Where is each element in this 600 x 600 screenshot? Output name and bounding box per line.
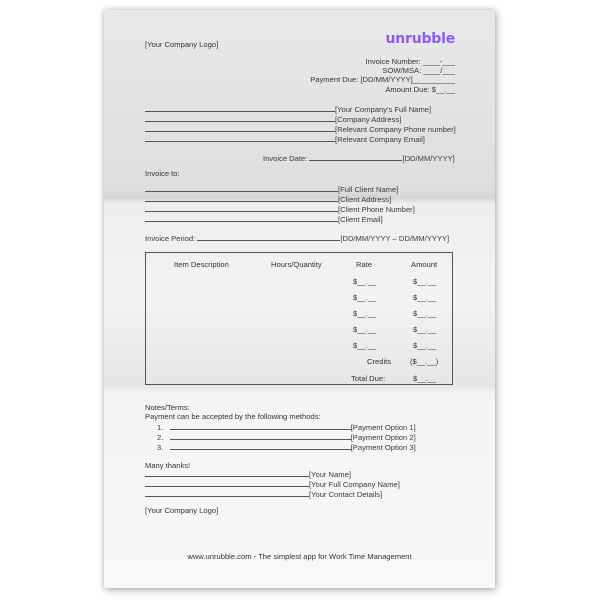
payment-due: Payment Due: [DD/MM/YYYY]__________: [310, 75, 455, 84]
your-name: [Your Name]: [309, 470, 351, 479]
rate-cell: $__.__: [353, 341, 377, 350]
header-hours-quantity: Hours/Quantity: [271, 260, 322, 269]
amount-cell: $__.__: [413, 341, 437, 350]
notes-intro: Payment can be accepted by the following methods:: [145, 412, 321, 421]
company-email-row: [145, 134, 425, 144]
amount-cell: $__.__: [413, 293, 437, 302]
payment-option-row: [157, 432, 416, 442]
payment-option-label: [Payment Option 1]: [350, 423, 416, 432]
header-item-description: Item Description: [174, 260, 229, 269]
thanks-text: Many thanks!: [145, 461, 191, 470]
header-rate: Rate: [356, 260, 373, 269]
credits-label: Credits: [367, 357, 392, 366]
your-contact-details: [Your Contact Details]: [309, 490, 383, 499]
credits-value: ($__.__): [410, 357, 439, 366]
company-phone-row: [145, 124, 456, 134]
total-due-value: $__.__: [413, 374, 437, 383]
your-company-name: [Your Full Company Name]: [309, 480, 400, 489]
your-name-row: [145, 469, 351, 479]
invoice-date-label: Invoice Date:: [263, 154, 308, 163]
amount-due: Amount Due: $__.__: [385, 85, 455, 94]
company-phone: [Relevant Company Phone number]: [335, 125, 456, 134]
rate-cell: $__.__: [353, 325, 377, 334]
amount-cell: $__.__: [413, 309, 437, 318]
client-address-row: [145, 194, 391, 204]
invoice-period-value: [DD/MM/YYYY – DD/MM/YYYY]: [340, 234, 450, 243]
your-contact-row: [145, 489, 382, 499]
rate-cell: $__.__: [353, 293, 377, 302]
company-address: [Company Address]: [335, 115, 402, 124]
option-number: 3.: [157, 443, 164, 452]
rate-cell: $__.__: [353, 277, 377, 286]
invoice-sheet: [104, 10, 495, 588]
option-number: 1.: [157, 423, 164, 432]
company-logo-placeholder: [Your Company Logo]: [145, 40, 219, 49]
payment-option-label: [Payment Option 2]: [350, 433, 416, 442]
sow-msa: SOW/MSA: ____/___: [382, 66, 455, 75]
invoice-to-label: Invoice to:: [145, 169, 180, 178]
client-phone-row: [145, 204, 415, 214]
header-amount: Amount: [411, 260, 438, 269]
footer-text: www.unrubble.com - The simplest app for Work Time Management: [187, 552, 412, 561]
unrubble-logo: unrubble: [385, 31, 455, 47]
rate-cell: $__.__: [353, 309, 377, 318]
client-phone: [Client Phone Number]: [338, 205, 415, 214]
company-name-row: [145, 104, 431, 114]
client-address: [Client Address]: [338, 195, 392, 204]
payment-option-label: [Payment Option 3]: [350, 443, 416, 452]
company-address-row: [145, 114, 401, 124]
amount-cell: $__.__: [413, 325, 437, 334]
your-company-row: [145, 479, 400, 489]
total-due-label: Total Due:: [351, 374, 386, 383]
option-number: 2.: [157, 433, 164, 442]
line-items-table: [145, 252, 453, 385]
client-email: [Client Email]: [338, 215, 383, 224]
client-name: [Full Client Name]: [338, 185, 399, 194]
client-email-row: [145, 214, 383, 224]
notes-title: Notes/Terms:: [145, 403, 190, 412]
company-logo-placeholder-bottom: [Your Company Logo]: [145, 506, 219, 515]
company-email: [Relevant Company Email]: [335, 135, 425, 144]
payment-option-row: [157, 422, 416, 432]
company-name: [Your Company's Full Name]: [335, 105, 432, 114]
client-name-row: [145, 184, 398, 194]
amount-cell: $__.__: [413, 277, 437, 286]
invoice-date-row: [263, 153, 455, 163]
invoice-period-label: Invoice Period:: [145, 234, 196, 243]
invoice-date-value: [DD/MM/YYYY]: [402, 154, 455, 163]
payment-option-row: [157, 442, 416, 452]
invoice-number: Invoice Number: ____-___: [365, 57, 455, 66]
invoice-period-row: [145, 233, 449, 243]
